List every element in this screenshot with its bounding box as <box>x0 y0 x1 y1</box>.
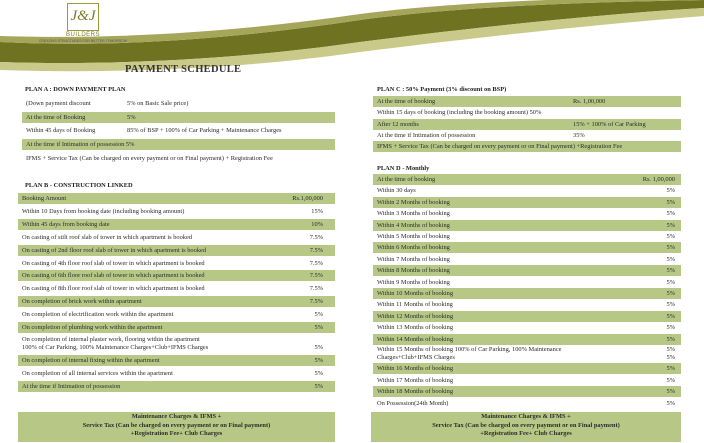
table-row <box>22 112 335 123</box>
value-cell: 5% <box>666 278 675 286</box>
plan-b-title: PLAN B - CONSTRUCTION LINKED <box>25 182 133 189</box>
cell: On completion of internal fixing within the apartment <box>22 356 160 364</box>
value-cell: 7.5% <box>309 259 323 267</box>
cell: Within 17 Months of booking <box>377 376 454 384</box>
table-row <box>373 130 681 141</box>
company-logo <box>28 3 138 43</box>
table-row <box>373 208 681 219</box>
cell: On completion of all internal services within the apartment <box>22 369 173 377</box>
logo-mark: J&J <box>67 3 99 31</box>
table-row <box>373 288 681 299</box>
plan-d-footer-line: Maintenance Charges & IFMS + <box>481 413 571 420</box>
table-row <box>373 386 681 397</box>
cell: On completion of electrification work within the apartment <box>22 311 174 319</box>
table-row <box>373 311 681 322</box>
value-cell: 5% <box>666 312 675 320</box>
value-cell: 5% <box>666 221 675 229</box>
plan-b-footer-line: Service Tax (Can be charged on every payment or on Final payment) <box>82 421 271 429</box>
cell: Charges+Club+IFMS Charges <box>377 354 455 361</box>
table-row <box>373 398 681 409</box>
cell: Within 10 Days from booking date (including booking amount) <box>22 207 185 215</box>
value-cell: 5% <box>666 198 675 206</box>
table-row <box>373 363 681 374</box>
cell: On completion of internal plaster work, flooring within the apartment <box>22 335 200 343</box>
cell: Within 2 Months of booking <box>377 198 450 206</box>
cell: 35% <box>573 132 585 139</box>
cell: 85% of BSP + 100% of Car Parking + Maintenance Charges <box>127 127 282 134</box>
table-row <box>373 254 681 265</box>
cell: At the time if Intimation of possession <box>22 382 121 390</box>
cell: At the time of booking <box>377 98 436 105</box>
plan-d-title: PLAN D - Monthly <box>377 165 430 172</box>
table-row <box>373 96 681 107</box>
table-row <box>373 107 681 118</box>
cell: At the time if Intimation of possession 5% <box>26 141 135 148</box>
value-cell: Rs.1,00,000 <box>292 195 323 202</box>
cell: On completion of plumbing work within the apartment <box>22 324 163 331</box>
cell: IFMS + Service Tax (Can be charged on every payment or on Final payment) +Registration Fee <box>377 143 623 150</box>
cell: Within 13 Months of booking <box>377 324 454 332</box>
value-cell: 5% <box>666 255 675 263</box>
cell: At the time if Intimation of possession <box>377 132 476 139</box>
table-row <box>18 258 335 269</box>
plan-b-footer-line: Maintenance Charges & IFMS + <box>131 413 222 420</box>
table-row <box>18 232 335 243</box>
value-cell: 7.5% <box>309 285 323 293</box>
table-row <box>22 139 335 150</box>
cell: Within 5 Months of booking <box>377 233 450 240</box>
cell: Within 45 days from booking date <box>22 220 110 228</box>
cell: Booking Amount <box>22 195 67 202</box>
value-cell: 5% <box>666 399 675 407</box>
value-cell: 5% <box>666 301 675 309</box>
value-cell: 5% <box>666 290 675 297</box>
cell: Within 10 Months of booking <box>377 290 454 297</box>
value-cell: 5% <box>666 388 675 396</box>
cell: Within 18 Months of booking <box>377 388 454 396</box>
table-row <box>18 193 335 204</box>
cell: 5% <box>127 114 136 121</box>
cell: On Possession(24th Month) <box>377 399 449 407</box>
value-cell: Rs. 1,00,000 <box>642 176 675 183</box>
table-row <box>373 299 681 310</box>
plan-c-title: PLAN C : 50% Payment (3% discount on BSP) <box>377 86 507 93</box>
table-row <box>373 345 681 363</box>
table-row <box>373 197 681 208</box>
value-cell: 5% <box>666 365 675 373</box>
cell: After 12 months <box>377 121 419 128</box>
table-row <box>373 334 681 345</box>
value-cell: 5% <box>314 382 323 390</box>
table-row <box>18 296 335 307</box>
table-row <box>18 206 335 217</box>
value-cell: 7.5% <box>309 298 323 306</box>
value-cell: 5% <box>314 369 323 377</box>
value-cell: 5% <box>666 210 675 218</box>
cell: On casting of 2nd floor roof slab of tower in which apartment is booked <box>22 246 207 254</box>
plan-d-footer <box>371 412 681 442</box>
cell: IFMS + Service Tax (Can be charged on every payment or on Final payment) + Registration Fee <box>26 155 273 162</box>
page-title: PAYMENT SCHEDULE <box>125 64 242 75</box>
cell: On casting of 8th floor roof slab of tower in which apartment is booked <box>22 285 205 293</box>
plan-b-footer-line: +Registration Fee+ Club Charges <box>130 430 223 437</box>
cell: Within 4 Months of booking <box>377 221 450 229</box>
value-cell: 5% <box>666 267 675 275</box>
value-cell: 5% <box>666 324 675 332</box>
cell: On completion of brick work within apartment <box>22 298 142 306</box>
cell: Rs. 1,00,000 <box>573 98 606 105</box>
value-cell: 7.5% <box>309 233 323 241</box>
cell: On casting of 4th floor roof slab of tower in which apartment is booked <box>22 259 205 267</box>
value-cell: 5% <box>314 311 323 319</box>
value-cell: 5% <box>666 187 675 195</box>
table-row <box>18 270 335 281</box>
value-cell: 7.5% <box>309 246 323 254</box>
cell: Within 11 Months of booking <box>377 301 453 309</box>
cell: 5% on Basic Sale price) <box>127 100 189 107</box>
cell: Within 7 Months of booking <box>377 255 450 263</box>
table-row <box>373 141 681 152</box>
table-row <box>18 355 335 366</box>
table-row <box>18 283 335 294</box>
value-cell: 5% <box>666 354 675 361</box>
table-row <box>373 322 681 333</box>
value-cell: 5% <box>314 356 323 364</box>
cell: Within 8 Months of booking <box>377 267 450 275</box>
table-row <box>18 381 335 392</box>
cell: Within 15 Months of booking 100% of Car Parking, 100% Maintenance <box>377 346 562 353</box>
cell: Within 30 days <box>377 187 416 195</box>
table-row <box>373 265 681 276</box>
value-cell: 5% <box>314 343 323 351</box>
cell: At the time of Booking <box>26 114 86 121</box>
cell: 15% + 100% of Car Parking <box>573 121 646 128</box>
table-row <box>373 174 681 185</box>
table-row <box>373 375 681 386</box>
value-cell: 5% <box>666 335 675 343</box>
cell: Within 3 Months of booking <box>377 210 450 218</box>
value-cell: 5% <box>314 324 323 331</box>
table-row <box>373 231 681 242</box>
value-cell: 7.5% <box>309 272 323 280</box>
cell: On casting of stilt roof slab of tower in which apartment is booked <box>22 233 193 241</box>
value-cell: 5% <box>666 244 675 252</box>
plan-b-footer <box>18 412 335 442</box>
plan-a-title: PLAN A : DOWN PAYMENT PLAN <box>25 86 126 93</box>
cell: Within 14 Months of booking <box>377 335 454 343</box>
logo-tagline: CREATING STRUCTURES FOR BETTER TOMORROW <box>38 39 128 43</box>
table-row <box>373 242 681 253</box>
table-row <box>373 185 681 196</box>
table-row <box>18 245 335 256</box>
plan-d-footer-line: +Registration Fee+ Club Charges <box>480 430 572 437</box>
cell: Within 6 Months of booking <box>377 244 450 252</box>
table-row <box>373 277 681 288</box>
table-row <box>18 335 335 353</box>
table-row <box>18 368 335 379</box>
table-row <box>22 98 335 109</box>
table-row <box>22 153 335 164</box>
cell: Within 15 days of booking (including the booking amount) 50% <box>377 109 542 116</box>
table-row <box>18 322 335 333</box>
cell: Within 9 Months of booking <box>377 278 450 286</box>
cell: Within 16 Months of booking <box>377 365 454 373</box>
cell: On casting of 6th floor roof slab of tower in which apartment is booked <box>22 272 205 280</box>
cell: Within 45 days of Booking <box>26 127 96 134</box>
plan-d-footer-line: Service Tax (Can be charged on every payment or on Final payment) <box>432 421 620 429</box>
cell: 100% of Car Parking, 100% Maintenance Charges+Club+IFMS Charges <box>22 343 209 351</box>
table-row <box>373 119 681 130</box>
value-cell: 10% <box>311 220 323 228</box>
table-row <box>18 219 335 230</box>
cell: At the time of booking <box>377 176 436 183</box>
table-row <box>373 220 681 231</box>
table-row <box>22 125 335 136</box>
logo-name: BUILDERS <box>65 32 100 38</box>
cell: Within 12 Months of booking <box>377 312 454 320</box>
table-row <box>18 309 335 320</box>
value-cell: 5% <box>666 346 675 353</box>
value-cell: 5% <box>666 233 675 240</box>
value-cell: 5% <box>666 376 675 384</box>
value-cell: 15% <box>311 207 323 215</box>
cell: (Down payment discount <box>26 100 91 107</box>
